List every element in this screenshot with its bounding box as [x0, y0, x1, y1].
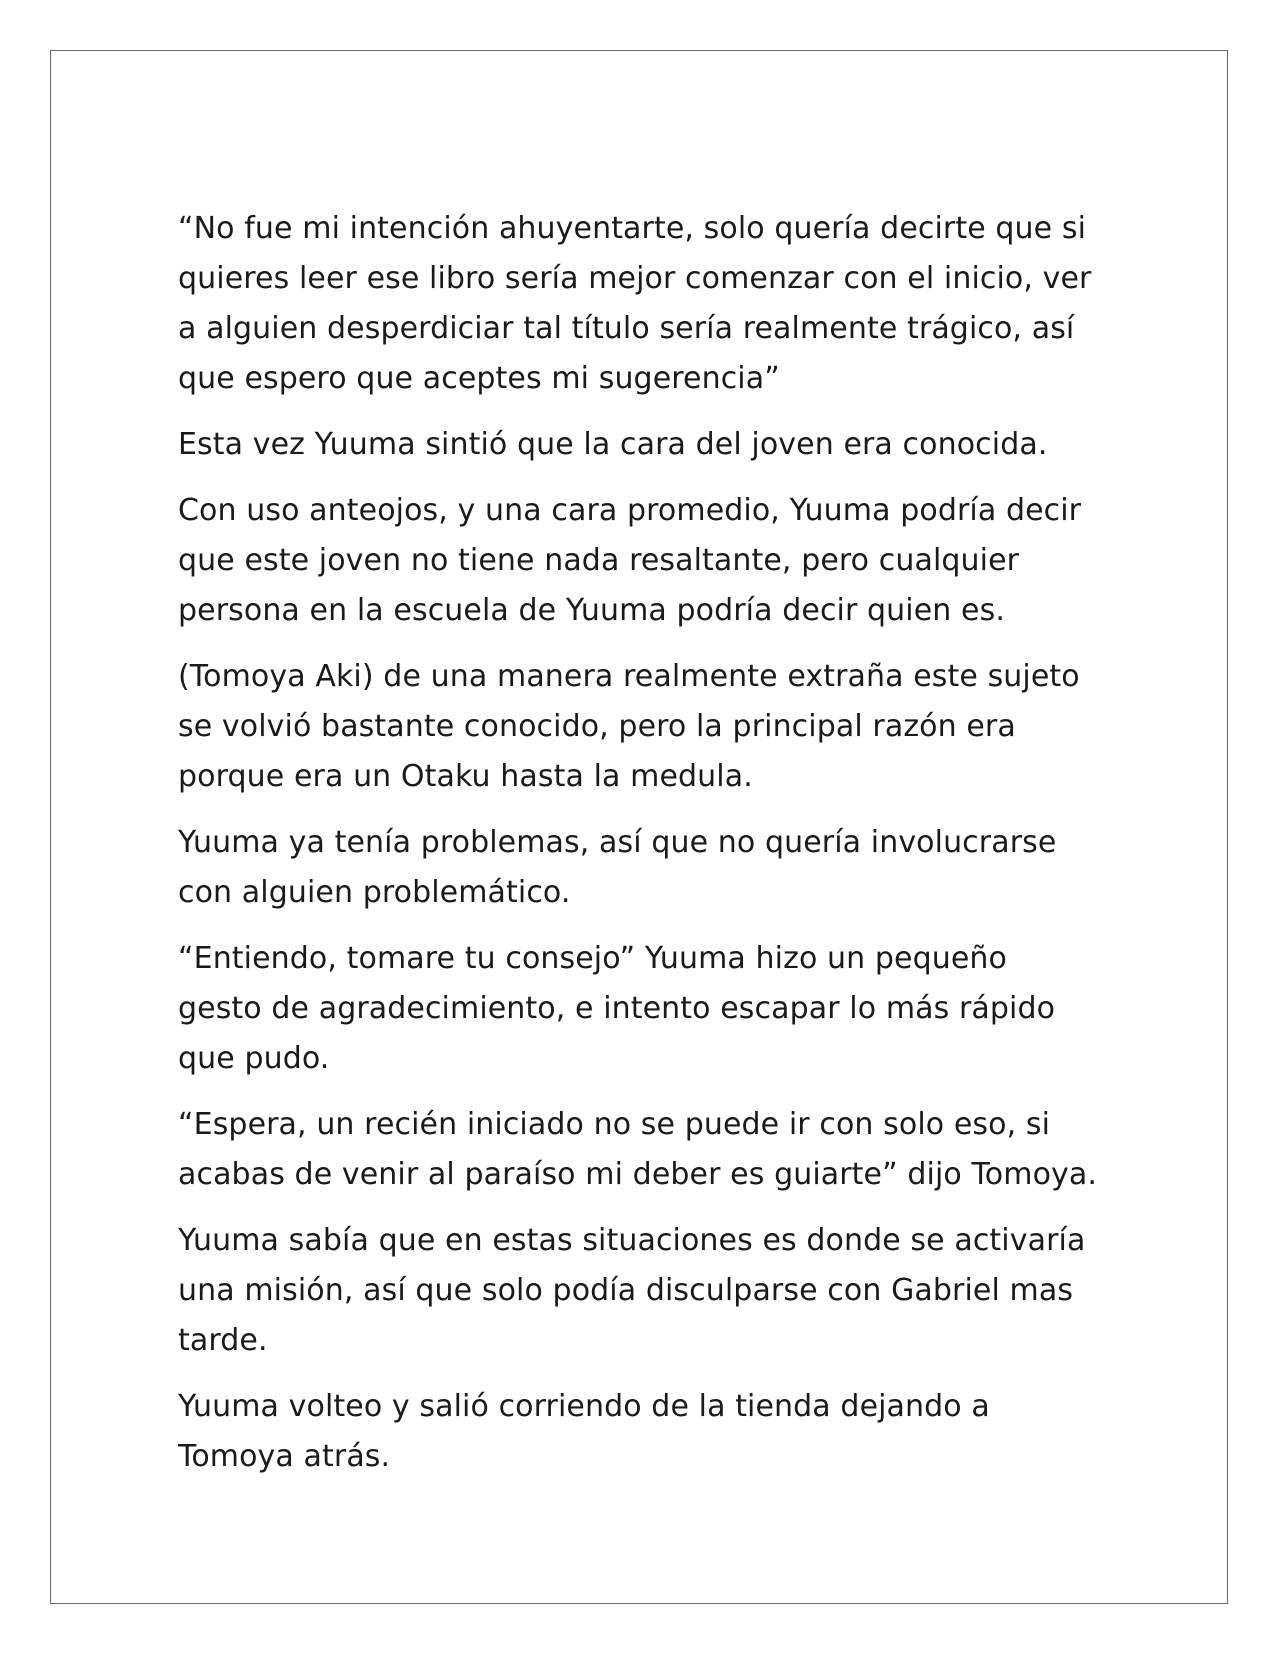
paragraph: “No fue mi intención ahuyentarte, solo quería decirte que si quieres leer ese libro sería mejor comenzar con el inicio, ver a alguien desperdiciar tal título sería realmente trágico, así que espero que aceptes mi sugerencia”	[178, 211, 1092, 396]
document-body	[178, 204, 1118, 1498]
paragraph: Yuuma sabía que en estas situaciones es donde se activaría una misión, así que solo podía disculparse con Gabriel mas tarde.	[178, 1223, 1086, 1358]
paragraph: “Espera, un recién iniciado no se puede ir con solo eso, si acabas de venir al paraíso mi deber es guiarte” dijo Tomoya.	[178, 1107, 1098, 1192]
paragraph: (Tomoya Aki) de una manera realmente extraña este sujeto se volvió bastante conocido, pero la principal razón era porque era un Otaku hasta la medula.	[178, 659, 1080, 794]
paragraph: Yuuma ya tenía problemas, así que no quería involucrarse con alguien problemático.	[178, 825, 1057, 910]
paragraph: Yuuma volteo y salió corriendo de la tienda dejando a Tomoya atrás.	[178, 1389, 990, 1474]
paragraph: Esta vez Yuuma sintió que la cara del joven era conocida.	[178, 427, 1048, 462]
paragraph: Con uso anteojos, y una cara promedio, Yuuma podría decir que este joven no tiene nada resaltante, pero cualquier persona en la escuela de Yuuma podría decir quien es.	[178, 493, 1082, 628]
paragraph: “Entiendo, tomare tu consejo” Yuuma hizo un pequeño gesto de agradecimiento, e intento escapar lo más rápido que pudo.	[178, 941, 1056, 1076]
